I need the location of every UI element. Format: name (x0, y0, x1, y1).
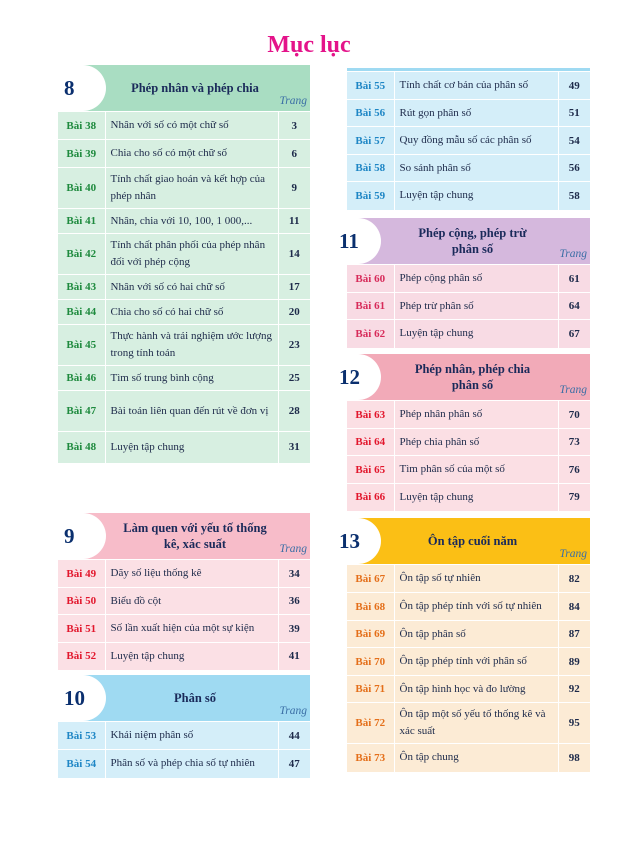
lesson-row (347, 72, 590, 100)
lesson-name: Tính chất phân phối của phép nhân đối với phép cộng (105, 234, 278, 275)
lesson-page: 20 (278, 300, 310, 325)
lesson-row (58, 300, 310, 325)
trang-label: Trang (279, 95, 307, 107)
lesson-table (58, 721, 310, 778)
lesson-page: 36 (278, 588, 310, 615)
lesson-row (347, 127, 590, 155)
lesson-page: 9 (278, 168, 310, 209)
lesson-number: Bài 71 (347, 676, 394, 703)
lesson-number: Bài 40 (58, 168, 105, 209)
chapter-title-line1: Phép cộng, phép trừ (418, 226, 527, 240)
lesson-name: Ôn tập chung (394, 744, 558, 772)
lesson-row (58, 112, 310, 140)
lesson-page: 56 (558, 155, 590, 182)
lesson-page: 92 (558, 676, 590, 703)
lesson-number: Bài 53 (58, 722, 105, 750)
lesson-name: Rút gọn phân số (394, 100, 558, 127)
lesson-page: 89 (558, 648, 590, 676)
lesson-row (58, 366, 310, 391)
lesson-row (58, 643, 310, 670)
lesson-row (347, 293, 590, 320)
chapter-title-line2: phân số (451, 242, 494, 256)
lesson-name: Phép chia phân số (394, 429, 558, 456)
trang-label: Trang (559, 384, 587, 396)
lesson-number: Bài 69 (347, 621, 394, 648)
lesson-name: Luyện tập chung (105, 432, 278, 463)
lesson-number: Bài 58 (347, 155, 394, 182)
lesson-page: 51 (558, 100, 590, 127)
lesson-number: Bài 46 (58, 366, 105, 391)
lesson-page: 84 (558, 593, 590, 621)
lesson-number: Bài 60 (347, 265, 394, 293)
lesson-page: 49 (558, 72, 590, 100)
lesson-number: Bài 38 (58, 112, 105, 140)
lesson-page: 76 (558, 456, 590, 484)
lesson-page: 23 (278, 325, 310, 366)
chapter-title (118, 513, 272, 559)
lesson-number: Bài 63 (347, 401, 394, 429)
lesson-page: 14 (278, 234, 310, 275)
lesson-name: Phép nhân phân số (394, 401, 558, 429)
lesson-page: 98 (558, 744, 590, 772)
lesson-name: Chia cho số có một chữ số (105, 140, 278, 168)
lesson-page: 31 (278, 432, 310, 463)
lesson-name: Phép trừ phân số (394, 293, 558, 320)
lesson-row (347, 429, 590, 456)
lesson-row (58, 588, 310, 615)
lesson-row (347, 265, 590, 293)
lesson-number: Bài 56 (347, 100, 394, 127)
lesson-row (347, 621, 590, 648)
chapter-header (333, 218, 590, 264)
lesson-number: Bài 48 (58, 432, 105, 463)
lesson-number: Bài 66 (347, 484, 394, 511)
lesson-table (347, 264, 590, 348)
lesson-page: 28 (278, 391, 310, 432)
lesson-row (58, 168, 310, 209)
lesson-name: Ôn tập hình học và đo lường (394, 676, 558, 703)
lesson-name: Ôn tập phân số (394, 621, 558, 648)
lesson-name: Phép cộng phân số (394, 265, 558, 293)
lesson-number: Bài 51 (58, 615, 105, 643)
chapter-number: 10 (58, 675, 106, 721)
lesson-name: Quy đồng mẫu số các phân số (394, 127, 558, 155)
chapter-11 (333, 218, 590, 348)
lesson-number: Bài 70 (347, 648, 394, 676)
lesson-row (347, 744, 590, 772)
trang-label: Trang (279, 543, 307, 555)
lesson-name: Tìm phân số của một số (394, 456, 558, 484)
lesson-page: 61 (558, 265, 590, 293)
chapter-header (58, 65, 310, 111)
lesson-name: Phân số và phép chia số tự nhiên (105, 750, 278, 778)
chapter-header (333, 518, 590, 564)
chapter-13 (333, 518, 590, 772)
chapter-title (393, 354, 552, 400)
lesson-row (58, 750, 310, 778)
lesson-page: 73 (558, 429, 590, 456)
lesson-name: Tìm số trung bình cộng (105, 366, 278, 391)
lesson-row (58, 391, 310, 432)
lesson-row (347, 565, 590, 593)
lesson-number: Bài 64 (347, 429, 394, 456)
lesson-name: Tính chất giao hoán và kết hợp của phép nhân (105, 168, 278, 209)
lesson-table (58, 111, 310, 463)
chapter-10-continued (347, 68, 590, 210)
lesson-row (347, 456, 590, 484)
lesson-number: Bài 55 (347, 72, 394, 100)
lesson-row (58, 209, 310, 234)
chapter-9 (58, 513, 310, 670)
lesson-number: Bài 62 (347, 320, 394, 348)
lesson-page: 58 (558, 182, 590, 210)
lesson-row (347, 484, 590, 511)
chapter-title-line1: Phép nhân, phép chia (414, 362, 531, 376)
lesson-name: Luyện tập chung (394, 182, 558, 210)
chapter-number: 12 (333, 354, 381, 400)
lesson-name: So sánh phân số (394, 155, 558, 182)
lesson-name: Bài toán liên quan đến rút về đơn vị (105, 391, 278, 432)
lesson-number: Bài 43 (58, 275, 105, 300)
lesson-page: 6 (278, 140, 310, 168)
lesson-name: Luyện tập chung (394, 320, 558, 348)
lesson-name: Luyện tập chung (394, 484, 558, 511)
lesson-name: Nhân với số có một chữ số (105, 112, 278, 140)
lesson-number: Bài 65 (347, 456, 394, 484)
chapter-number: 13 (333, 518, 381, 564)
lesson-name: Ôn tập số tự nhiên (394, 565, 558, 593)
lesson-page: 87 (558, 621, 590, 648)
lesson-number: Bài 59 (347, 182, 394, 210)
lesson-page: 11 (278, 209, 310, 234)
chapter-header (58, 675, 310, 721)
page-title: Mục lục (267, 32, 351, 58)
trang-label: Trang (559, 248, 587, 260)
lesson-number: Bài 42 (58, 234, 105, 275)
lesson-table (347, 564, 590, 772)
chapter-header (333, 354, 590, 400)
lesson-name: Dãy số liệu thống kê (105, 560, 278, 588)
lesson-row (58, 325, 310, 366)
lesson-number: Bài 44 (58, 300, 105, 325)
chapter-number: 9 (58, 513, 106, 559)
lesson-name: Luyện tập chung (105, 643, 278, 670)
lesson-name: Chia cho số có hai chữ số (105, 300, 278, 325)
lesson-table (347, 400, 590, 511)
chapter-title: Ôn tập cuối năm (427, 534, 518, 548)
lesson-table (347, 71, 590, 210)
lesson-row (58, 234, 310, 275)
trang-label: Trang (559, 548, 587, 560)
lesson-row (347, 401, 590, 429)
lesson-page: 41 (278, 643, 310, 670)
lesson-name: Ôn tập phép tính với phân số (394, 648, 558, 676)
lesson-page: 34 (278, 560, 310, 588)
chapter-12 (333, 354, 590, 511)
lesson-row (347, 155, 590, 182)
lesson-name: Ôn tập phép tính với số tự nhiên (394, 593, 558, 621)
lesson-page: 79 (558, 484, 590, 511)
chapter-header (58, 513, 310, 559)
lesson-row (58, 560, 310, 588)
lesson-number: Bài 39 (58, 140, 105, 168)
lesson-name: Số lần xuất hiện của một sự kiện (105, 615, 278, 643)
lesson-number: Bài 72 (347, 703, 394, 744)
lesson-row (347, 182, 590, 210)
lesson-row (347, 320, 590, 348)
lesson-number: Bài 41 (58, 209, 105, 234)
chapter-title (393, 218, 552, 264)
lesson-row (58, 432, 310, 463)
lesson-name: Ôn tập một số yếu tố thống kê và xác suất (394, 703, 558, 744)
lesson-row (58, 275, 310, 300)
lesson-number: Bài 67 (347, 565, 394, 593)
lesson-row (347, 100, 590, 127)
lesson-row (347, 648, 590, 676)
chapter-title: Phân số (173, 691, 217, 705)
lesson-name: Thực hành và trải nghiệm ước lượng trong tính toán (105, 325, 278, 366)
lesson-number: Bài 54 (58, 750, 105, 778)
trang-label: Trang (279, 705, 307, 717)
lesson-row (347, 676, 590, 703)
lesson-name: Biểu đồ cột (105, 588, 278, 615)
chapter-number: 11 (333, 218, 381, 264)
lesson-number: Bài 49 (58, 560, 105, 588)
lesson-name: Khái niệm phân số (105, 722, 278, 750)
lesson-page: 25 (278, 366, 310, 391)
lesson-table (58, 559, 310, 670)
lesson-name: Tính chất cơ bản của phân số (394, 72, 558, 100)
lesson-page: 39 (278, 615, 310, 643)
lesson-page: 95 (558, 703, 590, 744)
lesson-row (347, 703, 590, 744)
lesson-page: 82 (558, 565, 590, 593)
lesson-page: 47 (278, 750, 310, 778)
lesson-name: Nhân với số có hai chữ số (105, 275, 278, 300)
lesson-page: 54 (558, 127, 590, 155)
lesson-page: 67 (558, 320, 590, 348)
chapter-10 (58, 675, 310, 778)
lesson-number: Bài 61 (347, 293, 394, 320)
lesson-page: 3 (278, 112, 310, 140)
lesson-number: Bài 68 (347, 593, 394, 621)
lesson-number: Bài 45 (58, 325, 105, 366)
lesson-number: Bài 47 (58, 391, 105, 432)
lesson-row (347, 593, 590, 621)
chapter-title-line1: Làm quen với yếu tố thống (123, 521, 267, 535)
chapter-title-line2: kê, xác suất (163, 537, 227, 551)
lesson-number: Bài 52 (58, 643, 105, 670)
lesson-number: Bài 73 (347, 744, 394, 772)
lesson-row (58, 722, 310, 750)
lesson-row (58, 615, 310, 643)
chapter-8 (58, 65, 310, 463)
lesson-page: 44 (278, 722, 310, 750)
chapter-title-line2: phân số (451, 378, 494, 392)
chapter-number: 8 (58, 65, 106, 111)
lesson-row (58, 140, 310, 168)
lesson-page: 70 (558, 401, 590, 429)
lesson-name: Nhân, chia với 10, 100, 1 000,... (105, 209, 278, 234)
lesson-number: Bài 57 (347, 127, 394, 155)
lesson-page: 64 (558, 293, 590, 320)
lesson-number: Bài 50 (58, 588, 105, 615)
lesson-page: 17 (278, 275, 310, 300)
chapter-title: Phép nhân và phép chia (131, 81, 259, 95)
